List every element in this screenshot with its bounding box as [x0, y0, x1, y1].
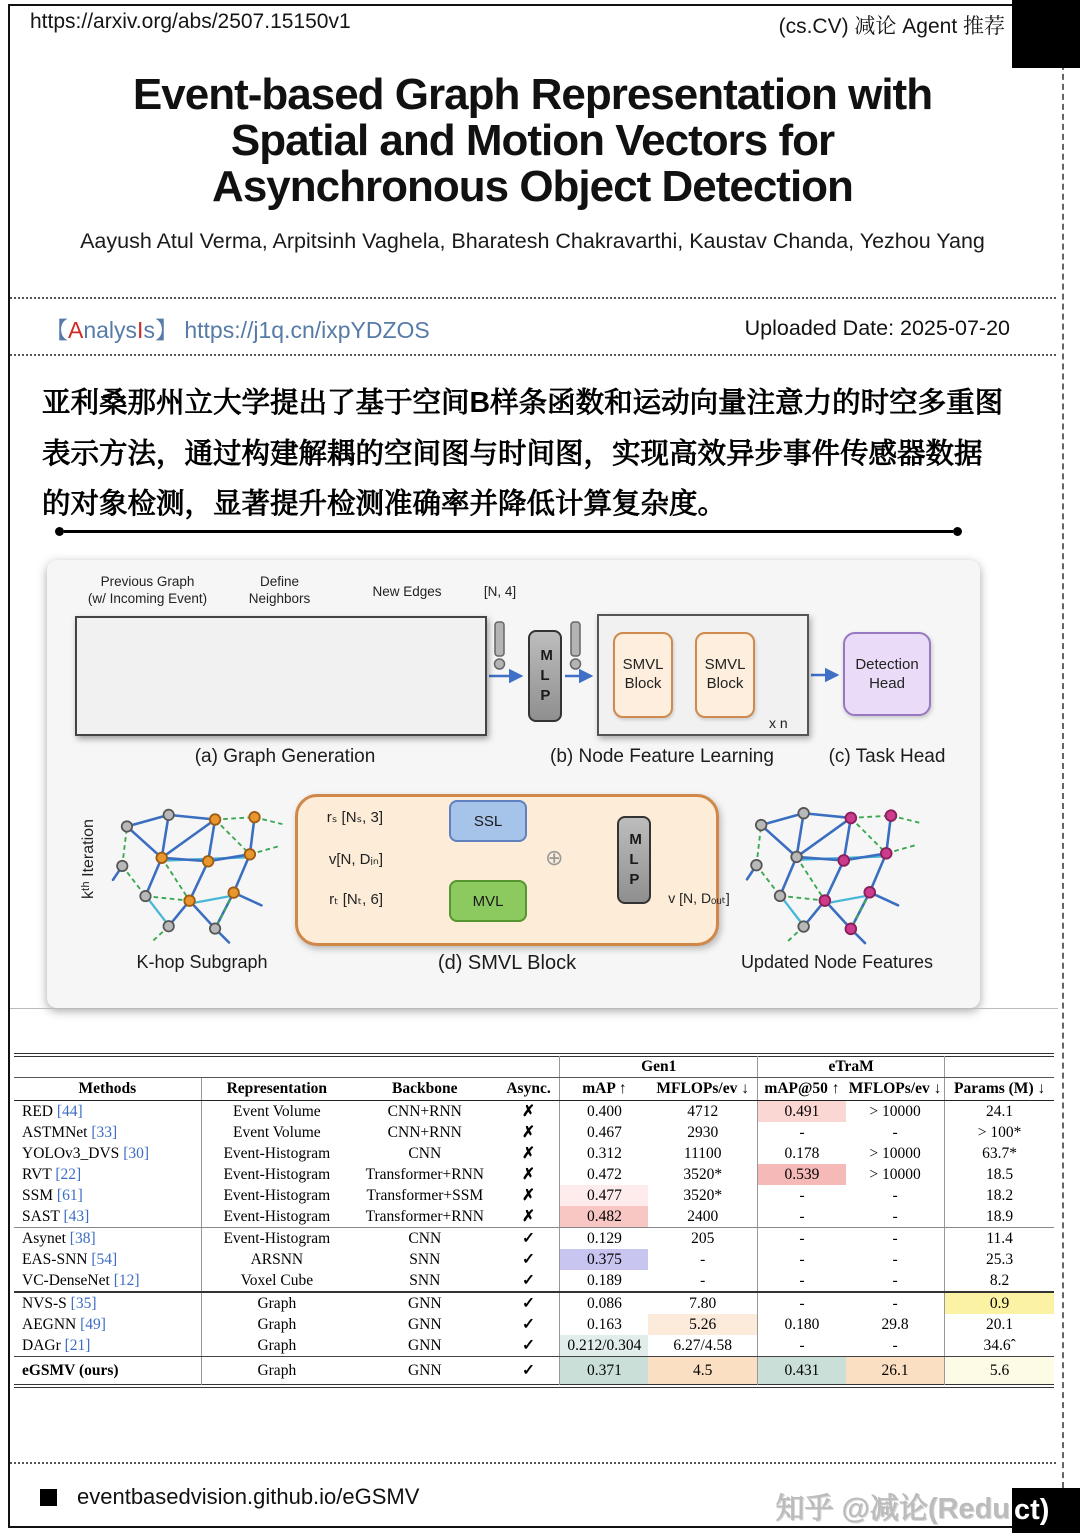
backbone-cell: GNN [407, 1294, 442, 1312]
title-line-3: Asynchronous Object Detection [212, 162, 853, 212]
value-cell: 7.80 [689, 1294, 717, 1312]
caption-b: (b) Node Feature Learning [550, 746, 774, 767]
backbone-cell: GNN [352, 1335, 498, 1357]
value-cell: - [758, 1249, 846, 1270]
project-site-link[interactable]: eventbasedvision.github.io/eGSMV [77, 1484, 420, 1509]
group-header-spacer [945, 1057, 1054, 1078]
value-cell: > 10000 [869, 1144, 921, 1162]
label-xn: x n [769, 715, 788, 731]
representation-cell: Event-Histogram [201, 1185, 352, 1206]
value-cell: 18.9 [945, 1206, 1054, 1228]
representation-cell: Event-Histogram [201, 1143, 352, 1164]
method-cell: AEGNN [49] [22, 1315, 106, 1333]
value-cell: 4712 [687, 1102, 719, 1120]
caption-updated: Updated Node Features [740, 952, 934, 972]
method-cell: Asynet [38] [22, 1229, 96, 1247]
bracket-close: 】 [154, 317, 178, 343]
bracket-open: 【 [45, 317, 68, 343]
detection-head-box: Detection Head [843, 632, 931, 716]
citation-ref[interactable]: [54] [87, 1250, 118, 1268]
label-rt-input: rₜ [Nₜ, 6] [329, 891, 383, 908]
summary-text: 亚利桑那州立大学提出了基于空间B样条函数和运动向量注意力的时空多重图表示方法，通过构建解耦的空间图与时间图，实现高效异步事件传感器数据的对象检测，显著提升检测准确率并降低计算复杂度。 [42, 387, 1004, 521]
method-cell: VC-DenseNet [12] [14, 1270, 201, 1292]
citation-ref[interactable]: [22] [51, 1165, 82, 1183]
value-cell: 0.212/0.304 [560, 1335, 648, 1357]
value-cell: 0.189 [560, 1270, 648, 1292]
backbone-cell: CNN+RNN [387, 1102, 462, 1120]
mvl-box: MVL [449, 880, 527, 922]
divider-dotted-2 [10, 354, 1056, 356]
column-header: mAP@50 ↑ [758, 1078, 846, 1101]
table-row [14, 1292, 1054, 1314]
watermark-corner-box: ct) [1012, 1488, 1080, 1533]
footer [40, 1484, 419, 1510]
analysis-letter-a: A [68, 317, 84, 343]
dataset-group-header: Gen1 [560, 1057, 758, 1078]
updated-node-features-graph [747, 808, 919, 943]
method-cell: EAS-SNN [54] [22, 1250, 118, 1268]
results-table-section [10, 1008, 1058, 1388]
value-cell: 34.6ˆ [945, 1335, 1054, 1357]
backbone-cell: Transformer+SSM [366, 1186, 484, 1204]
citation-ref[interactable]: [33] [87, 1123, 118, 1141]
ssl-box: SSL [449, 800, 527, 842]
representation-cell: Event-Histogram [201, 1206, 352, 1228]
column-header: Async. [498, 1078, 560, 1101]
representation-cell: Graph [201, 1357, 352, 1385]
value-cell: 3520* [683, 1165, 723, 1183]
value-cell: - [846, 1335, 945, 1357]
value-cell: - [892, 1123, 898, 1141]
caption-c: (c) Task Head [828, 746, 946, 767]
value-cell: 63.7* [945, 1143, 1054, 1164]
label-rs-input: rₛ [Nₛ, 3] [326, 809, 383, 826]
corner-black-box [1012, 0, 1080, 68]
value-cell: 0.431 [758, 1357, 846, 1385]
panel-a-box [75, 616, 487, 736]
value-cell: 205 [691, 1229, 715, 1247]
value-cell: 0.312 [560, 1143, 648, 1164]
async-cross: ✗ [522, 1166, 536, 1183]
label-new-edges: New Edges [372, 584, 442, 599]
citation-ref[interactable]: [12] [109, 1271, 140, 1289]
value-cell: 4.5 [648, 1357, 757, 1385]
table-row [14, 1122, 1054, 1143]
value-cell: 5.6 [945, 1357, 1054, 1385]
value-cell: - [648, 1270, 757, 1292]
analysis-link-group [45, 312, 430, 345]
backbone-cell: SNN [352, 1270, 498, 1292]
footer-square-icon [40, 1489, 57, 1506]
value-cell: - [758, 1228, 846, 1250]
citation-ref[interactable]: [61] [53, 1186, 83, 1204]
analysis-link[interactable]: https://j1q.cn/ixpYDZOS [184, 317, 430, 343]
label-define-neighbors: Define Neighbors [248, 574, 311, 606]
table-row [14, 1206, 1054, 1228]
backbone-cell: CNN [408, 1229, 442, 1247]
table-row [14, 1270, 1054, 1292]
analysis-letter-i: I [137, 317, 144, 343]
citation-ref[interactable]: [35] [66, 1294, 97, 1312]
value-cell: 0.180 [758, 1314, 846, 1335]
citation-ref[interactable]: [21] [60, 1336, 91, 1354]
backbone-cell: GNN [407, 1361, 442, 1379]
label-kth-iteration: kᵗʰ Iteration [80, 819, 97, 899]
backbone-cell: Transformer+RNN [352, 1206, 498, 1228]
value-cell: - [758, 1270, 846, 1292]
value-cell: 5.26 [648, 1314, 757, 1335]
method-cell: eGSMV (ours) [22, 1361, 119, 1379]
value-cell: 29.8 [881, 1315, 909, 1333]
column-header: MFLOPs/ev ↓ [648, 1078, 757, 1101]
value-cell: 0.482 [560, 1206, 648, 1228]
citation-ref[interactable]: [30] [119, 1144, 150, 1162]
table-row [14, 1335, 1054, 1357]
value-cell: 0.375 [560, 1249, 648, 1270]
value-cell: - [892, 1250, 898, 1268]
group-header-spacer [14, 1057, 560, 1078]
table-row [14, 1101, 1054, 1123]
table-row [14, 1357, 1054, 1385]
value-cell: - [892, 1186, 898, 1204]
value-cell: - [892, 1229, 898, 1247]
divider-line [64, 530, 953, 533]
value-cell: 20.1 [945, 1314, 1054, 1335]
value-cell: - [758, 1185, 846, 1206]
title-line-1: Event-based Graph Representation with [132, 70, 933, 119]
value-cell: 3520* [683, 1186, 723, 1204]
value-cell: > 10000 [869, 1165, 921, 1183]
label-v-output: v [N, Dₒᵤₜ] [668, 890, 730, 906]
value-cell: 0.178 [758, 1143, 846, 1164]
representation-cell: Voxel Cube [201, 1270, 352, 1292]
top-bar [30, 10, 1005, 40]
async-check: ✓ [522, 1230, 536, 1247]
caption-khop: K-hop Subgraph [136, 952, 268, 972]
representation-cell: Graph [201, 1314, 352, 1335]
paper-figure [47, 560, 980, 1008]
analysis-word: nalys [83, 317, 138, 343]
value-cell: - [758, 1292, 846, 1314]
table-row [14, 1185, 1054, 1206]
representation-cell: Event-Histogram [201, 1228, 352, 1250]
async-cross: ✗ [522, 1124, 536, 1141]
table-row [14, 1228, 1054, 1250]
paper-title [30, 72, 1035, 211]
value-cell: 11100 [683, 1144, 722, 1162]
label-n4: [N, 4] [483, 584, 517, 599]
value-cell: 0.472 [560, 1164, 648, 1185]
async-cross: ✗ [522, 1145, 536, 1162]
value-cell: 8.2 [945, 1270, 1054, 1292]
smvl-block-2: SMVL Block [695, 632, 755, 718]
table-row [14, 1249, 1054, 1270]
backbone-cell: Transformer+RNN [365, 1165, 484, 1183]
citation-ref[interactable]: [49] [76, 1315, 106, 1333]
analysis-row [45, 312, 1010, 345]
analysis-letter-s: s [143, 317, 155, 343]
value-cell: 0.086 [560, 1292, 648, 1314]
async-cross: ✗ [522, 1187, 536, 1204]
backbone-cell: SNN [409, 1250, 441, 1268]
authors: Aayush Atul Verma, Arpitsinh Vaghela, Bharatesh Chakravarthi, Kaustav Chanda, Yezhou Yang [80, 229, 985, 253]
value-cell: 11.4 [945, 1228, 1054, 1250]
n4-feature-bar [495, 622, 504, 656]
column-header: MFLOPs/ev ↓ [846, 1078, 945, 1101]
table-row [14, 1314, 1054, 1335]
value-cell: 18.2 [945, 1185, 1054, 1206]
label-v-input: v[N, Dᵢₙ] [328, 851, 383, 868]
value-cell: 0.129 [560, 1228, 648, 1250]
representation-cell: ARSNN [201, 1249, 352, 1270]
async-cross: ✗ [522, 1103, 536, 1120]
value-cell: - [892, 1294, 898, 1312]
uploaded-date: Uploaded Date: 2025-07-20 [744, 316, 1010, 340]
divider-dot-right [953, 527, 962, 536]
value-cell: > 100* [945, 1122, 1054, 1143]
value-cell: > 10000 [869, 1102, 921, 1120]
value-cell: - [846, 1206, 945, 1228]
divider-dotted-1 [10, 297, 1056, 299]
method-cell: DAGr [21] [14, 1335, 201, 1357]
value-cell: 2930 [687, 1123, 719, 1141]
value-cell: 25.3 [945, 1249, 1054, 1270]
async-cross: ✗ [498, 1206, 560, 1228]
value-cell: - [758, 1122, 846, 1143]
results-table [14, 1056, 1054, 1385]
method-cell: YOLOv3_DVS [30] [22, 1144, 150, 1162]
value-cell: 0.400 [560, 1101, 648, 1123]
backbone-cell: CNN [408, 1144, 442, 1162]
value-cell: 0.539 [758, 1164, 846, 1185]
smvl-block-1: SMVL Block [613, 632, 673, 718]
column-header: mAP ↑ [560, 1078, 648, 1101]
value-cell: 2400 [648, 1206, 757, 1228]
backbone-cell: GNN [407, 1315, 442, 1333]
results-table-wrap [14, 1053, 1054, 1388]
khop-subgraph [113, 810, 282, 943]
representation-cell: Event Volume [201, 1101, 352, 1123]
citation-ref[interactable]: [44] [53, 1102, 83, 1120]
async-check: ✓ [522, 1251, 536, 1268]
async-check: ✓ [522, 1316, 536, 1333]
async-check: ✓ [498, 1335, 560, 1357]
value-cell: 0.371 [560, 1357, 648, 1385]
method-cell: SAST [43] [14, 1206, 201, 1228]
method-cell: NVS-S [35] [22, 1294, 97, 1312]
table-row [14, 1164, 1054, 1185]
value-cell: 0.477 [560, 1185, 648, 1206]
table-row [14, 1143, 1054, 1164]
citation-ref[interactable]: [38] [65, 1229, 96, 1247]
value-cell: 0.467 [560, 1122, 648, 1143]
nd-feature-bar [571, 622, 580, 656]
mlp-box-2: MLP [617, 816, 651, 904]
async-check: ✓ [522, 1362, 536, 1379]
value-cell: 24.1 [945, 1101, 1054, 1123]
backbone-cell: CNN+RNN [387, 1123, 462, 1141]
watermark: 知乎 @减论(Redu [775, 1493, 1010, 1525]
divider-dot-left [55, 527, 64, 536]
mlp-box-1: MLP [528, 630, 562, 722]
value-cell: - [846, 1270, 945, 1292]
value-cell: - [758, 1335, 846, 1357]
method-cell: SSM [61] [22, 1186, 83, 1204]
value-cell: 18.5 [945, 1164, 1054, 1185]
value-cell: 0.163 [560, 1314, 648, 1335]
column-header: Methods [14, 1078, 201, 1101]
column-header: Representation [201, 1078, 352, 1101]
representation-cell: Graph [201, 1292, 352, 1314]
dataset-group-header: eTraM [758, 1057, 945, 1078]
value-cell: 0.9 [945, 1292, 1054, 1314]
caption-d: (d) SMVL Block [437, 952, 577, 974]
arxiv-url[interactable]: https://arxiv.org/abs/2507.15150v1 [30, 10, 351, 33]
method-cell: RVT [22] [22, 1165, 82, 1183]
caption-a: (a) Graph Generation [194, 746, 376, 767]
column-header: Params (M) ↓ [945, 1078, 1054, 1101]
value-cell: 26.1 [846, 1357, 945, 1385]
representation-cell: Event Volume [201, 1122, 352, 1143]
representation-cell: Graph [201, 1335, 352, 1357]
value-cell: - [758, 1206, 846, 1228]
label-previous-graph: Previous Graph (w/ Incoming Event) [87, 574, 208, 606]
plus-operator: ⊕ [545, 845, 564, 870]
divider-with-dots [55, 527, 962, 536]
method-cell: RED [44] [22, 1102, 83, 1120]
representation-cell: Event-Histogram [201, 1164, 352, 1185]
category-tag: (cs.CV) 减论 Agent 推荐 [778, 15, 1005, 38]
async-check: ✓ [498, 1270, 560, 1292]
async-check: ✓ [522, 1295, 536, 1312]
divider-dotted-footer [10, 1462, 1056, 1464]
title-line-2: Spatial and Motion Vectors for [230, 116, 835, 166]
value-cell: 0.491 [758, 1101, 846, 1123]
method-cell: ASTMNet [33] [22, 1123, 118, 1141]
value-cell: 6.27/4.58 [648, 1335, 757, 1357]
column-header: Backbone [352, 1078, 498, 1101]
value-cell: - [700, 1250, 706, 1268]
citation-ref[interactable]: [43] [59, 1207, 90, 1225]
